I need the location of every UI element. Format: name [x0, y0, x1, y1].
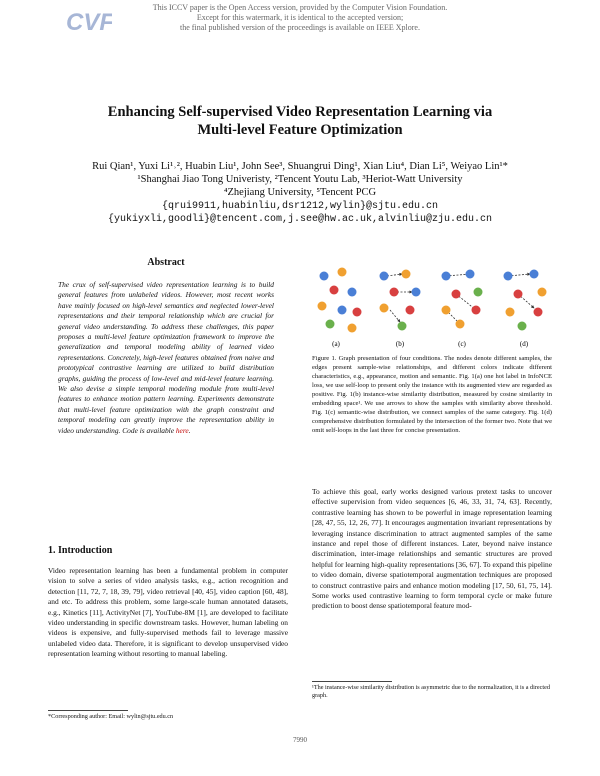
intro-paragraph: Video representation learning has been a fundamental problem in computer vision to solve a series of video analysis tasks, e.g., action recognition and detection [11, 72, 7, 18, 39, 79], video retrieval [40, 45], video caption [60, 48], and etc. To address this problem, some large-scale human annotated datasets, e.g., Kinetics [11], ActivityNet [7], YouTube-8M [1], are developed to facilitate video understanding in specific downstream tasks. However, human labeling on videos is expensive, and fully-supervised methods fail to leverage massive unlabeled video data. Therefore, it is significant to develop unsupervised video representation learning without resorting to manual labeling.: [48, 566, 288, 659]
node: [472, 306, 481, 315]
node: [442, 306, 451, 315]
node: [318, 302, 327, 311]
panel-label-b: (b): [395, 340, 405, 348]
open-access-banner: [0, 3, 600, 33]
footnote-rule-right: [312, 681, 392, 682]
figure-1: [312, 262, 552, 352]
node: [534, 308, 543, 317]
figure-1-caption: Figure 1. Graph presentation of four conditions. The nodes denote different samples, the edges present sample-wise relationships, and different colors indicate different characteristics, e.g., appearance, motion and semantic. Fig. 1(a) one hot label in InfoNCE loss, we use self-loop to present only the instance with its augmented view are regarded as positive. Fig. 1(b) instance-wise similarity distribution, measured by cosine similarity in embedding space¹. We use arrows to show the samples with similarity above threshold. Fig. 1(c) semantic-wise distribution, we connect samples of the same category. Fig. 1(d) comprehensive distribution formulated by the intersection of the former two. Note that we omit self-loops in the last three for concise presentation.: [312, 355, 552, 434]
node: [518, 322, 527, 331]
node: [474, 288, 483, 297]
graph-panel-b: [380, 270, 421, 331]
node: [506, 308, 515, 317]
graph-panel-d: [504, 270, 547, 331]
node: [504, 272, 513, 281]
graph-panel-a: [318, 268, 362, 333]
node: [326, 320, 335, 329]
title-line-2: Multi-level Feature Optimization: [197, 122, 403, 138]
panel-label-a: (a): [332, 340, 340, 348]
panel-label-c: (c): [458, 340, 466, 348]
node: [538, 288, 547, 297]
node: [330, 286, 339, 295]
figure-1-graphs: [312, 262, 552, 352]
node: [348, 324, 357, 333]
node: [320, 272, 329, 281]
emails-block: [0, 200, 600, 226]
banner-line-2: Except for this watermark, it is identical to the accepted version;: [196, 13, 404, 22]
code-link[interactable]: here: [175, 425, 189, 435]
node: [398, 322, 407, 331]
banner-line-1: This ICCV paper is the Open Access version, provided by the Computer Vision Foundation.: [152, 3, 448, 12]
node: [390, 288, 399, 297]
node: [442, 272, 451, 281]
title-line-1: Enhancing Self-supervised Video Representation Learning via: [107, 104, 493, 120]
footnote-rule-left: [48, 710, 128, 711]
right-column-paragraph: To achieve this goal, early works designed various pretext tasks to uncover effective supervision from video sequences [6, 46, 33, 31, 74, 63]. Recently, contrastive learning has shown to be powerful in image representation learning [28, 47, 55, 12, 26, 77]. It encourages augmentation invariant representations by leveraging instance discrimination to attract augmented samples of the same instance and repel those of different instances. Later, beyond naive instance discrimination, inter-image relationships and semantic structures are proved helpful for learning high-quality representations [36, 67]. To expand this pipeline to video domain, diverse spatiotemporal augmentation techniques are proposed to construct contrastive pairs and enhance motion modeling [17, 50, 61, 75, 14]. Some works used contrastive learning to form temporal cycle or make future prediction to boost dense spatiotemporal feature mod-: [312, 487, 552, 611]
affiliation-line-1: ¹Shanghai Jiao Tong Univeristy, ²Tencent Youtu Lab, ³Heriot-Watt University: [137, 174, 463, 185]
email-line-2: {yukiyxli,goodli}@tencent.com,j.see@hw.ac.uk,alvinliu@zju.edu.cn: [107, 214, 493, 225]
affiliation-line-2: ⁴Zhejiang University, ⁵Tencent PCG: [223, 187, 377, 198]
cvf-logo-text: CVF: [66, 9, 112, 36]
abstract-end: .: [188, 425, 191, 435]
node: [338, 306, 347, 315]
page-number: 7990: [293, 736, 307, 744]
similarity-footnote: ¹The instance-wise similarity distribution is asymmetric due to the normalization, it is a directed graph.: [312, 684, 550, 699]
node: [412, 288, 421, 297]
section-heading-introduction: 1. Introduction: [48, 545, 113, 556]
node: [452, 290, 461, 299]
node: [514, 290, 523, 299]
abstract-body: The crux of self-supervised video representation learning is to build general features from unlabeled videos. However, most recent works have mainly focused on high-level semantics and neglected lower-level representations and their temporal relationship which are crucial for general video understanding. To address these challenges, this paper proposes a multi-level feature optimization framework to improve the generalization and temporal modeling ability of learned video representations. Concretely, high-level features obtained from naive and prototypical contrastive learning are utilized to build distribution graphs, guiding the process of low-level and mid-level feature learning. We also devise a simple temporal modeling module from multi-level features to enhance motion pattern learning. Experiments demonstrate that multi-level feature optimization with the graph constraint and temporal modeling can greatly improve the representation ability in video understanding. Code is available: [58, 280, 274, 435]
graph-panel-c: [442, 270, 483, 329]
node: [338, 268, 347, 277]
node: [530, 270, 539, 279]
node: [380, 304, 389, 313]
node: [406, 306, 415, 315]
abstract-heading: Abstract: [147, 257, 185, 268]
panel-label-d: (d): [519, 340, 529, 348]
email-line-1: {qrui9911,huabinliu,dsr1212,wylin}@sjtu.edu.cn: [161, 201, 439, 212]
abstract-text: [58, 280, 274, 436]
node: [348, 288, 357, 297]
node: [353, 308, 362, 317]
authors-line: Rui Qian¹, Yuxi Li¹˒², Huabin Liu¹, John See³, Shuangrui Ding¹, Xian Liu⁴, Dian Li⁵, Weiyao Lin¹*: [92, 161, 508, 172]
node: [466, 270, 475, 279]
authors-block: [0, 160, 600, 199]
node: [380, 272, 389, 281]
corresponding-author-footnote: *Corresponding author: Email: wylin@sjtu.edu.cn: [48, 713, 174, 720]
node: [456, 320, 465, 329]
paper-title: [0, 103, 600, 139]
node: [402, 270, 411, 279]
banner-line-3: the final published version of the proceedings is available on IEEE Xplore.: [180, 23, 420, 32]
